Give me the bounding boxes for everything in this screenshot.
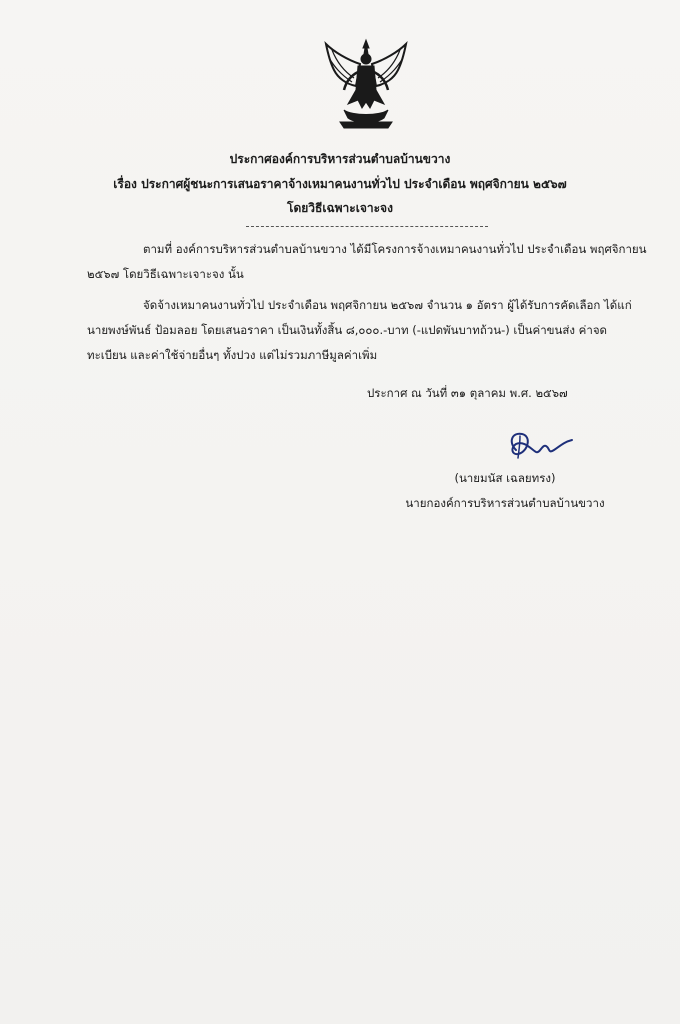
paragraph-2-line-3: ทะเบียน และค่าใช้จ่ายอื่นๆ ทั้งปวง แต่ไม่รวมภาษีมูลค่าเพิ่ม: [87, 348, 378, 362]
header-divider: [246, 226, 488, 227]
signature-mark: [502, 428, 574, 464]
paragraph-1-line-2: ๒๕๖๗ โดยวิธีเฉพาะเจาะจง นั้น: [87, 267, 244, 281]
announcement-title: ประกาศองค์การบริหารส่วนตำบลบ้านขวาง: [229, 152, 451, 166]
paragraph-1-line-1: ตามที่ องค์การบริหารส่วนตำบลบ้านขวาง ได้มีโครงการจ้างเหมาคนงานทั่วไป ประจำเดือน พฤศจิกายน: [143, 242, 647, 256]
signer-position: นายกองค์การบริหารส่วนตำบลบ้านขวาง: [405, 496, 605, 510]
paragraph-2-line-1: จัดจ้างเหมาคนงานทั่วไป ประจำเดือน พฤศจิกายน ๒๕๖๗ จำนวน ๑ อัตรา ผู้ได้รับการคัดเลือก ได้แก่: [143, 298, 632, 312]
announcement-subject: เรื่อง ประกาศผู้ชนะการเสนอราคาจ้างเหมาคนงานทั่วไป ประจำเดือน พฤศจิกายน ๒๕๖๗: [113, 177, 567, 191]
garuda-emblem-icon: [318, 38, 414, 130]
paragraph-2-line-2: นายพงษ์พันธ์ ป้อมลอย โดยเสนอราคา เป็นเงินทั้งสิ้น ๘,๐๐๐.-บาท (-แปดพันบาทถ้วน-) เป็นค่าขนส่ง ค่าจด: [87, 323, 608, 337]
announcement-date: ประกาศ ณ วันที่ ๓๑ ตุลาคม พ.ศ. ๒๕๖๗: [367, 386, 568, 400]
announcement-method: โดยวิธีเฉพาะเจาะจง: [287, 201, 393, 215]
signer-name: (นายมนัส เฉลยทรง): [454, 471, 556, 485]
